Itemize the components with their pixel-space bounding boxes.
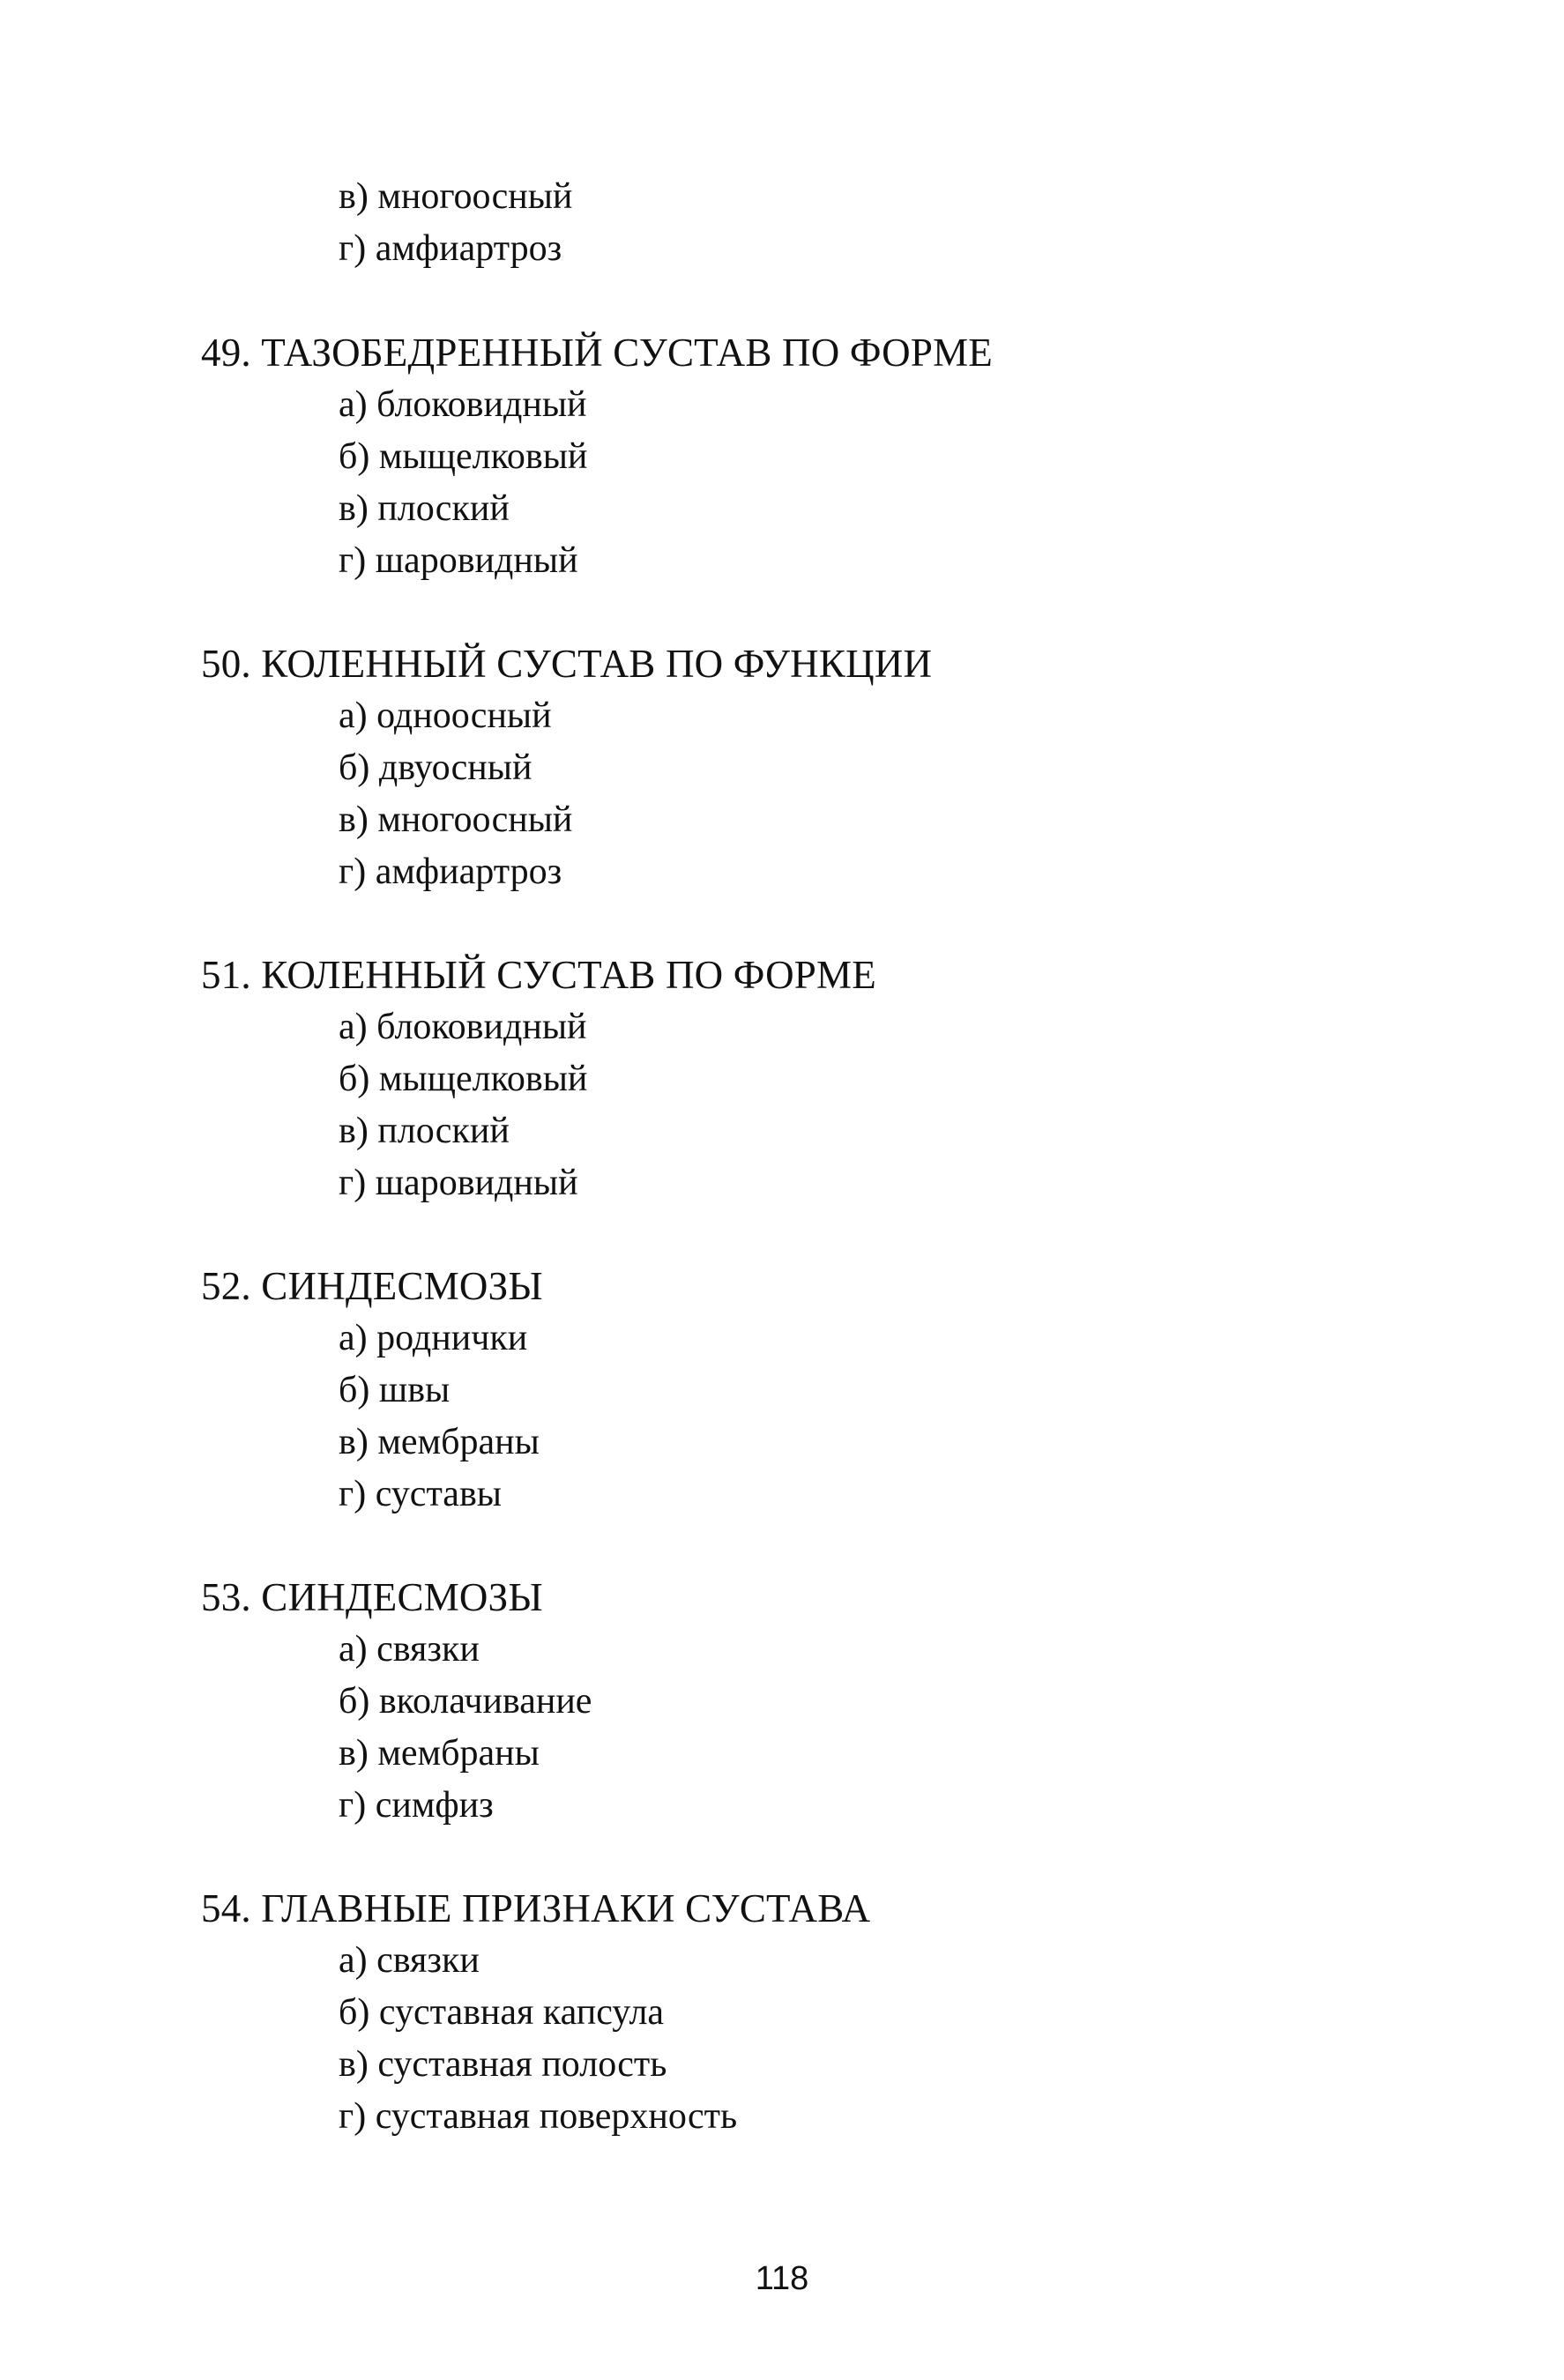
question-53 bbox=[201, 1572, 592, 1832]
question-title: 50. КОЛЕННЫЙ СУСТАВ ПО ФУНКЦИИ bbox=[201, 642, 933, 686]
answer-option: г) суставы bbox=[339, 1474, 503, 1514]
answer-option: а) связки bbox=[339, 1940, 480, 1981]
answer-option: в) плоский bbox=[339, 1111, 510, 1151]
answer-option: г) суставная поверхность bbox=[339, 2096, 738, 2137]
answer-option: в) мембраны bbox=[339, 1733, 540, 1774]
question-title: 52. СИНДЕСМОЗЫ bbox=[201, 1264, 543, 1308]
question-title: 54. ГЛАВНЫЕ ПРИЗНАКИ СУСТАВА bbox=[201, 1886, 871, 1930]
answer-option: а) блоковидный bbox=[339, 1007, 587, 1047]
option-list bbox=[339, 1313, 543, 1521]
question-title: 51. КОЛЕННЫЙ СУСТАВ ПО ФОРМЕ bbox=[201, 953, 876, 997]
carryover-options bbox=[339, 171, 572, 275]
option-list bbox=[339, 1935, 870, 2143]
answer-option: а) роднички bbox=[339, 1318, 528, 1358]
option-list bbox=[339, 690, 932, 898]
answer-option: в) мембраны bbox=[339, 1422, 540, 1462]
answer-option: б) суставная капсула bbox=[339, 1992, 665, 2033]
answer-option: б) двуосный bbox=[339, 747, 533, 788]
answer-option: г) симфиз bbox=[339, 1785, 494, 1826]
answer-option: в) суставная полость bbox=[339, 2044, 667, 2085]
answer-option: а) блоковидный bbox=[339, 384, 587, 425]
answer-option: б) вколачивание bbox=[339, 1681, 592, 1722]
answer-option: г) амфиартроз bbox=[339, 228, 562, 269]
answer-option: г) шаровидный bbox=[339, 1163, 578, 1203]
answer-option: в) плоский bbox=[339, 488, 510, 529]
answer-option: в) многоосный bbox=[339, 800, 573, 840]
option-list bbox=[339, 379, 993, 587]
question-54 bbox=[201, 1883, 870, 2143]
answer-option: в) многоосный bbox=[339, 176, 573, 217]
answer-option: а) одноосный bbox=[339, 695, 552, 736]
question-title: 49. ТАЗОБЕДРЕННЫЙ СУСТАВ ПО ФОРМЕ bbox=[201, 331, 993, 375]
answer-option: б) мыщелковый bbox=[339, 436, 588, 477]
page-number: 118 bbox=[755, 2260, 809, 2297]
question-51 bbox=[201, 949, 876, 1209]
question-50 bbox=[201, 638, 932, 898]
option-list bbox=[339, 1001, 876, 1209]
answer-option: а) связки bbox=[339, 1629, 480, 1670]
question-49 bbox=[201, 327, 993, 587]
answer-option: г) амфиартроз bbox=[339, 852, 562, 892]
answer-option: б) мыщелковый bbox=[339, 1059, 588, 1099]
question-title: 53. СИНДЕСМОЗЫ bbox=[201, 1575, 543, 1619]
answer-option: г) шаровидный bbox=[339, 540, 578, 581]
question-52 bbox=[201, 1261, 543, 1521]
option-list bbox=[339, 1624, 592, 1832]
answer-option: б) швы bbox=[339, 1370, 451, 1410]
